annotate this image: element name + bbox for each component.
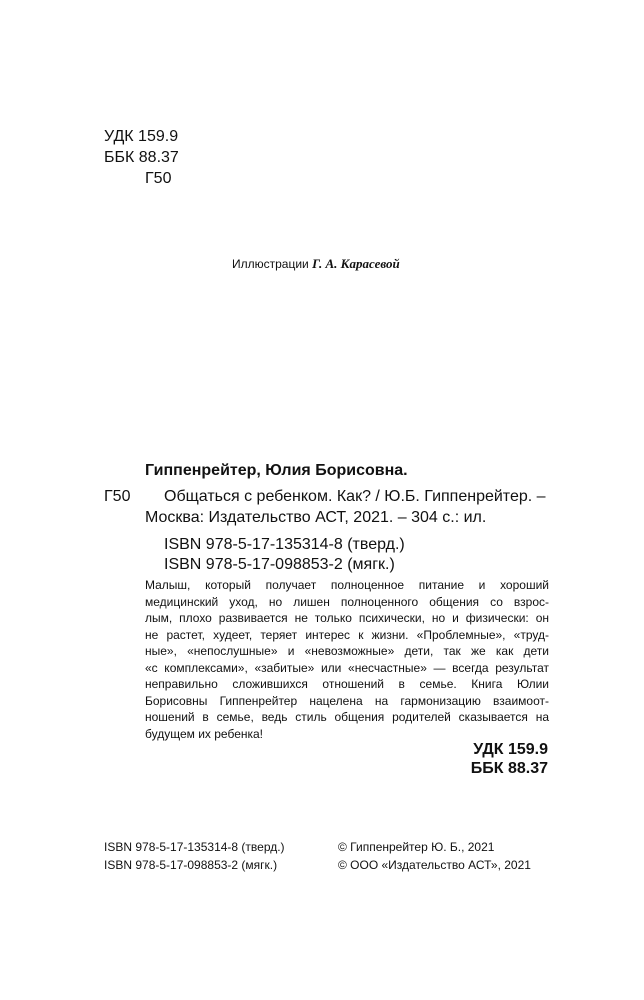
illustrations-prefix: Иллюстрации xyxy=(232,257,309,271)
bibliographic-line-2: Москва: Издательство АСТ, 2021. – 304 с.: ил. xyxy=(145,509,487,526)
annotation-line: ные», «непослушные» и «невозможные» дети, так же как дети xyxy=(145,644,549,658)
catalog-author-mark: Г50 xyxy=(104,488,131,505)
annotation-line: ношений в семье, ведь стиль общения родителей сказывается на xyxy=(145,710,549,724)
illustrator-name: Г. А. Карасевой xyxy=(312,256,400,271)
annotation-line: «с комплексами», «забитые» или «несчастные» — всегда результат xyxy=(145,660,549,675)
annotation-line: неправильно сложившихся отношений в семье. Книга Юлии xyxy=(145,677,549,691)
udk-code: УДК 159.9 xyxy=(104,128,179,145)
bbk-code: ББК 88.37 xyxy=(104,149,179,166)
annotation-line: лым, плохо развивается не только психически, но и физически: он xyxy=(145,611,549,625)
classification-codes xyxy=(440,740,548,778)
catalog-isbn-softcover: ISBN 978-5-17-098853-2 (мягк.) xyxy=(164,556,395,573)
catalog-author: Гиппенрейтер, Юлия Борисовна. xyxy=(145,462,408,479)
bbk-code-bold: ББК 88.37 xyxy=(470,760,548,777)
udk-code-bold: УДК 159.9 xyxy=(473,741,548,758)
bibliographic-line-1: Общаться с ребенком. Как? / Ю.Б. Гиппенрейтер. – xyxy=(164,488,546,505)
copyright-author: © Гиппенрейтер Ю. Б., 2021 xyxy=(338,840,495,854)
annotation-line: Малыш, который получает полноценное питание и хороший xyxy=(145,578,549,592)
annotation-line: будущем их ребенка! xyxy=(145,726,264,741)
annotation-line: не растет, худеет, теряет интерес к жизни. «Проблемные», «труд- xyxy=(145,627,549,642)
annotation-line: Борисовны Гиппенрейтер нацелена на гармонизацию взаимоот- xyxy=(145,693,549,708)
copyright-publisher: © ООО «Издательство АСТ», 2021 xyxy=(338,858,531,872)
illustrations-credit xyxy=(232,256,400,272)
footer-isbn-hardcover: ISBN 978-5-17-135314-8 (тверд.) xyxy=(104,840,285,854)
annotation-paragraph xyxy=(145,577,549,742)
author-mark: Г50 xyxy=(145,170,172,187)
annotation-line: медицинский уход, но лишен полноценного общения со взрос- xyxy=(145,594,549,609)
footer-isbn-softcover: ISBN 978-5-17-098853-2 (мягк.) xyxy=(104,858,278,872)
catalog-isbn-hardcover: ISBN 978-5-17-135314-8 (тверд.) xyxy=(164,536,405,553)
